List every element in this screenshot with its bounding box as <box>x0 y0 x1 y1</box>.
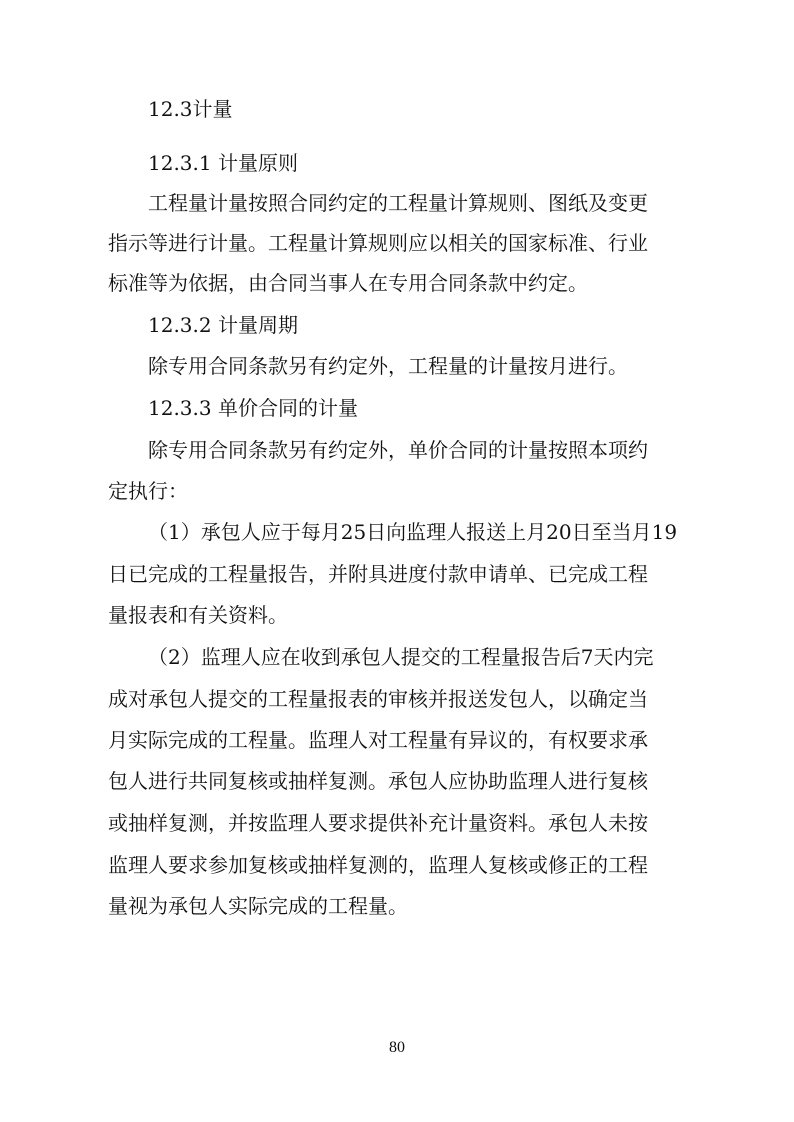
subsection-heading-12-3-1: 12.3.1 计量原则 <box>148 151 298 175</box>
list-item-2-line: （2）监理人应在收到承包人提交的工程量报告后7天内完 <box>148 645 654 669</box>
paragraph-line: 工程量计量按照合同约定的工程量计算规则、图纸及变更 <box>148 191 648 215</box>
list-item-1-line: 量报表和有关资料。 <box>108 603 288 627</box>
list-item-1-line: （1）承包人应于每月25日向监理人报送上月20日至当月19 <box>148 520 678 544</box>
paragraph-line: 指示等进行计量。工程量计算规则应以相关的国家标准、行业 <box>108 231 648 255</box>
list-item-2-line: 或抽样复测，并按监理人要求提供补充计量资料。承包人未按 <box>108 811 648 835</box>
subsection-heading-12-3-2: 12.3.2 计量周期 <box>148 313 298 337</box>
list-item-1-line: 日已完成的工程量报告，并附具进度付款申请单、已完成工程 <box>108 562 648 586</box>
list-item-2-line: 监理人要求参加复核或抽样复测的，监理人复核或修正的工程 <box>108 853 648 877</box>
paragraph-line: 除专用合同条款另有约定外，单价合同的计量按照本项约 <box>148 438 648 462</box>
paragraph-line: 标准等为依据，由合同当事人在专用合同条款中约定。 <box>108 271 588 295</box>
paragraph-line: 定执行： <box>108 479 188 503</box>
list-item-2-line: 量视为承包人实际完成的工程量。 <box>108 894 408 918</box>
list-item-2-line: 成对承包人提交的工程量报表的审核并报送发包人，以确定当 <box>108 687 648 711</box>
section-heading-12-3: 12.3计量 <box>148 97 233 121</box>
list-item-2-line: 包人进行共同复核或抽样复测。承包人应协助监理人进行复核 <box>108 769 648 793</box>
paragraph-line: 除专用合同条款另有约定外，工程量的计量按月进行。 <box>148 354 628 378</box>
list-item-2-line: 月实际完成的工程量。监理人对工程量有异议的，有权要求承 <box>108 728 648 752</box>
page-number: 80 <box>389 1039 405 1056</box>
subsection-heading-12-3-3: 12.3.3 单价合同的计量 <box>148 396 358 420</box>
